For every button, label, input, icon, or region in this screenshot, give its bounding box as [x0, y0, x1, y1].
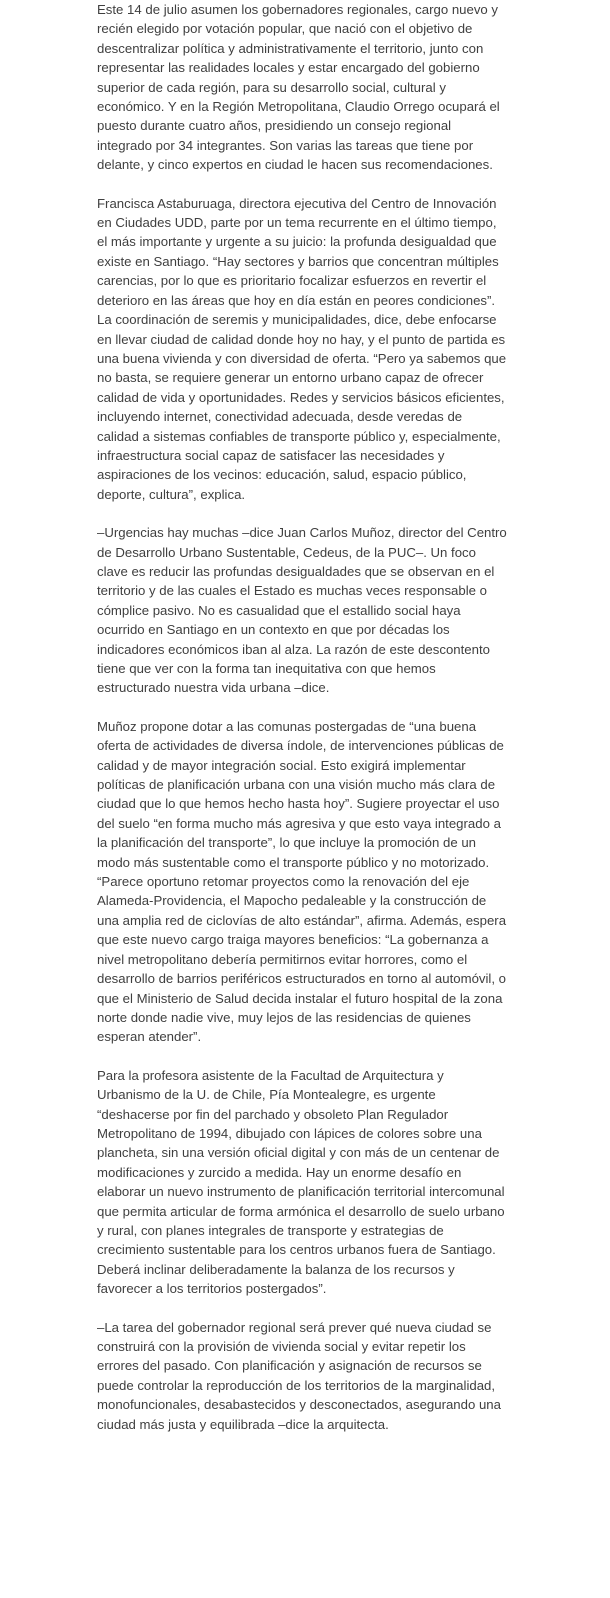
article-paragraph: –Urgencias hay muchas –dice Juan Carlos Muñoz, director del Centro de Desarrollo Urbano Sustentable, Cedeus, de la PUC–. Un foco clave es reducir las profundas desigualdades que se observan en el territorio y de las cuales el Estado es muchas veces responsable o cómplice pasivo. No es casualidad que el estallido social haya ocurrido en Santiago en un contexto en que por décadas los indicadores económicos iban al alza. La razón de este descontento tiene que ver con la forma tan inequitativa con que hemos estructurado nuestra vida urbana –dice.: [97, 525, 507, 696]
article-body: [97, 0, 507, 1453]
article-paragraph: Para la profesora asistente de la Facultad de Arquitectura y Urbanismo de la U. de Chile, Pía Montealegre, es urgente “deshacerse por fin del parchado y obsoleto Plan Regulador Metropolitano de 1994, dibujado con lápices de colores sobre una plancheta, sin una versión oficial digital y con más de un centenar de modificaciones y zurcido a medida. Hay un enorme desafío en elaborar un nuevo instrumento de planificación territorial intercomunal que permita articular de forma armónica el desarrollo de suelo urbano y rural, con planes integrales de transporte y estrategias de crecimiento sustentable para los centros urbanos fuera de Santiago. Deberá inclinar deliberadamente la balanza de los recursos y favorecer a los territorios postergados”.: [97, 1067, 505, 1297]
article-paragraph: Muñoz propone dotar a las comunas postergadas de “una buena oferta de actividades de diversa índole, de intervenciones públicas de calidad y de mayor integración social. Esto exigirá implementar políticas de planificación urbana con una visión mucho más clara de ciudad que lo que hemos hecho hasta hoy”. Sugiere proyectar el uso del suelo “en forma mucho más agresiva y que esto vaya integrado a la planificación del transporte”, lo que incluye la promoción de un modo más sustentable como el transporte público y no motorizado. “Parece oportuno retomar proyectos como la renovación del eje Alameda-Providencia, el Mapocho pedaleable y la construcción de una amplia red de ciclovías de alto estándar”, afirma. Además, espera que este nuevo cargo traiga mayores beneficios: “La gobernanza a nivel metropolitano debería permitirnos evitar horrores, como el desarrollo de barrios periféricos estructurados en torno al automóvil, o que el Ministerio de Salud decida instalar el futuro hospital de la zona norte donde nadie vive, muy lejos de las residencias de quienes esperan atender”.: [97, 718, 507, 1045]
article-paragraph: –La tarea del gobernador regional será prever qué nueva ciudad se construirá con la provisión de vivienda social y evitar repetir los errores del pasado. Con planificación y asignación de recursos se puede controlar la reproducción de los territorios de la marginalidad, monofuncionales, desabastecidos y desconectados, asegurando una ciudad más justa y equilibrada –dice la arquitecta.: [97, 1319, 501, 1432]
article-paragraph: Francisca Astaburuaga, directora ejecutiva del Centro de Innovación en Ciudades UDD, parte por un tema recurrente en el último tiempo, el más importante y urgente a su juicio: la profunda desigualdad que existe en Santiago. “Hay sectores y barrios que concentran múltiples carencias, por lo que es prioritario focalizar esfuerzos en revertir el deterioro en las áreas que hoy en día están en peores condiciones”. La coordinación de seremis y municipalidades, dice, debe enfocarse en llevar ciudad de calidad donde hoy no hay, y el punto de partida es una buena vivienda y con diversidad de oferta. “Pero ya sabemos que no basta, se requiere generar un entorno urbano capaz de ofrecer calidad de vida y oportunidades. Redes y servicios básicos eficientes, incluyendo internet, conectividad adecuada, desde veredas de calidad a sistemas confiables de transporte público y, especialmente, infraestructura social capaz de satisfacer las necesidades y aspiraciones de los vecinos: educación, salud, espacio público, deporte, cultura”, explica.: [97, 195, 507, 502]
article-paragraph: Este 14 de julio asumen los gobernadores regionales, cargo nuevo y recién elegido por votación popular, que nació con el objetivo de descentralizar política y administrativamente el territorio, junto con representar las realidades locales y estar encargado del gobierno superior de cada región, para su desarrollo social, cultural y económico. Y en la Región Metropolitana, Claudio Orrego ocupará el puesto durante cuatro años, presidiendo un consejo regional integrado por 34 integrantes. Son varias las tareas que tiene por delante, y cinco expertos en ciudad le hacen sus recomendaciones.: [97, 2, 500, 173]
